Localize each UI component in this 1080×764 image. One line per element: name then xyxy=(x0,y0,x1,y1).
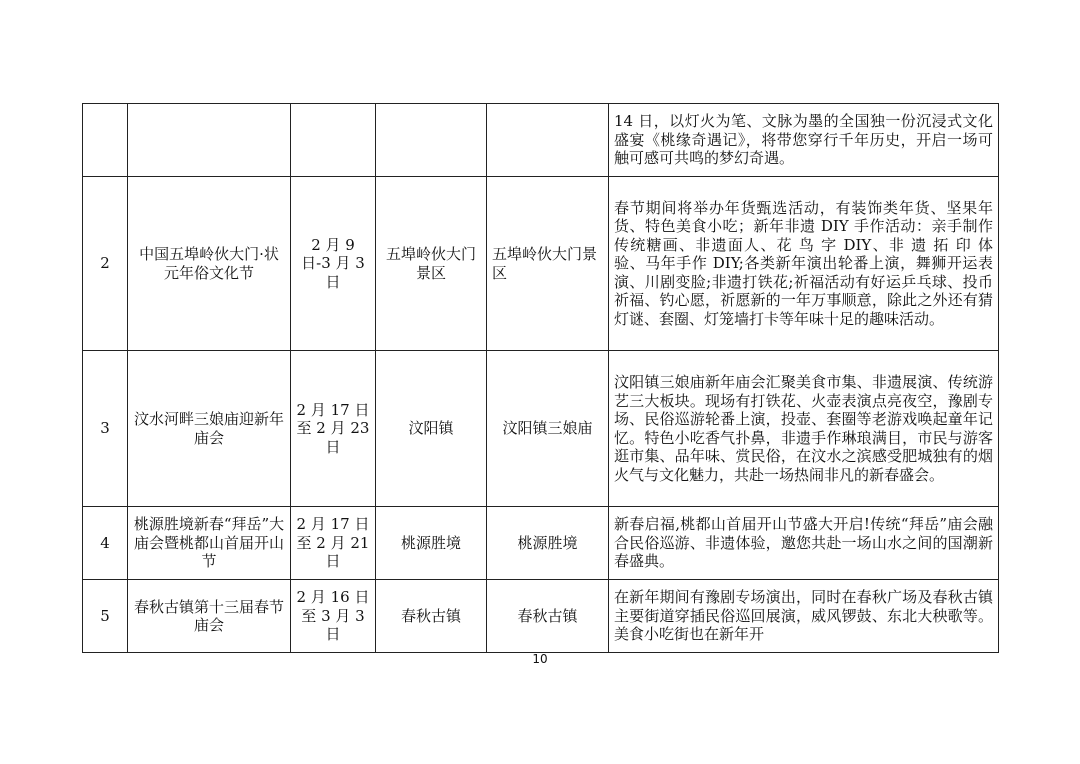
events-table xyxy=(82,103,999,653)
event-description-cell: 春节期间将举办年货甄选活动，有装饰类年货、坚果年货、特色美食小吃；新年非遗 DIY 手作活动：亲手制作传统糖画、非遗面人、花 鸟 字 DIY、非 遗 拓 印 体 验、马年手作 DIY;各类新年演出轮番上演，舞狮开运表 演、川剧变脸;非遗打铁花;祈福活动有好运乒乓球、投币祈福、钓心愿，祈愿新的一年万事顺意，除此之外还有猜灯谜、套圈、灯笼墙打卡等年味十足的趣味活动。 xyxy=(609,177,999,351)
event-name-cell: 汶水河畔三娘庙迎新年庙会 xyxy=(128,351,291,507)
event-venue-cell: 五埠岭伙大门景区 xyxy=(487,177,609,351)
table-row xyxy=(83,507,999,580)
event-place-cell xyxy=(376,104,487,177)
event-time-cell xyxy=(291,104,376,177)
event-place-cell: 汶阳镇 xyxy=(376,351,487,507)
event-place-cell: 春秋古镇 xyxy=(376,580,487,653)
event-name-cell: 春秋古镇第十三届春节庙会 xyxy=(128,580,291,653)
event-description-cell: 汶阳镇三娘庙新年庙会汇聚美食市集、非遗展演、传统游艺三大板块。现场有打铁花、火壶表演点亮夜空，豫剧专场、民俗巡游轮番上演，投壶、套圈等老游戏唤起童年记忆。特色小吃香气扑鼻，非遗手作琳琅满目，市民与游客逛市集、品年味、赏民俗，在汶水之滨感受肥城独有的烟火气与文化魅力，共赴一场热闹非凡的新春盛会。 xyxy=(609,351,999,507)
event-time-cell: 2 月 9 日-3 月 3 日 xyxy=(291,177,376,351)
event-description-cell: 在新年期间有豫剧专场演出，同时在春秋广场及春秋古镇主要街道穿插民俗巡回展演，威风锣鼓、东北大秧歌等。美食小吃街也在新年开 xyxy=(609,580,999,653)
event-place-cell: 桃源胜境 xyxy=(376,507,487,580)
event-venue-cell: 汶阳镇三娘庙 xyxy=(487,351,609,507)
table-row xyxy=(83,351,999,507)
event-name-cell: 中国五埠岭伙大门·状元年俗文化节 xyxy=(128,177,291,351)
row-number-cell xyxy=(83,104,128,177)
event-name-cell xyxy=(128,104,291,177)
row-number-cell: 5 xyxy=(83,580,128,653)
event-time-cell: 2 月 17 日至 2 月 23 日 xyxy=(291,351,376,507)
row-number-cell: 2 xyxy=(83,177,128,351)
table-row xyxy=(83,177,999,351)
event-description-cell: 14 日，以灯火为笔、文脉为墨的全国独一份沉浸式文化盛宴《桃缘奇遇记》，将带您穿行千年历史，开启一场可触可感可共鸣的梦幻奇遇。 xyxy=(609,104,999,177)
page-number: 10 xyxy=(532,652,548,666)
row-number-cell: 4 xyxy=(83,507,128,580)
event-venue-cell: 春秋古镇 xyxy=(487,580,609,653)
event-time-cell: 2 月 16 日至 3 月 3 日 xyxy=(291,580,376,653)
row-number-cell: 3 xyxy=(83,351,128,507)
table-row xyxy=(83,104,999,177)
event-description-cell: 新春启福,桃都山首届开山节盛大开启!传统“拜岳”庙会融合民俗巡游、非遗体验，邀您共赴一场山水之间的国潮新春盛典。 xyxy=(609,507,999,580)
event-venue-cell: 桃源胜境 xyxy=(487,507,609,580)
event-venue-cell xyxy=(487,104,609,177)
event-time-cell: 2 月 17 日至 2 月 21 日 xyxy=(291,507,376,580)
event-name-cell: 桃源胜境新春“拜岳”大庙会暨桃都山首届开山节 xyxy=(128,507,291,580)
table-row xyxy=(83,580,999,653)
event-place-cell: 五埠岭伙大门景区 xyxy=(376,177,487,351)
